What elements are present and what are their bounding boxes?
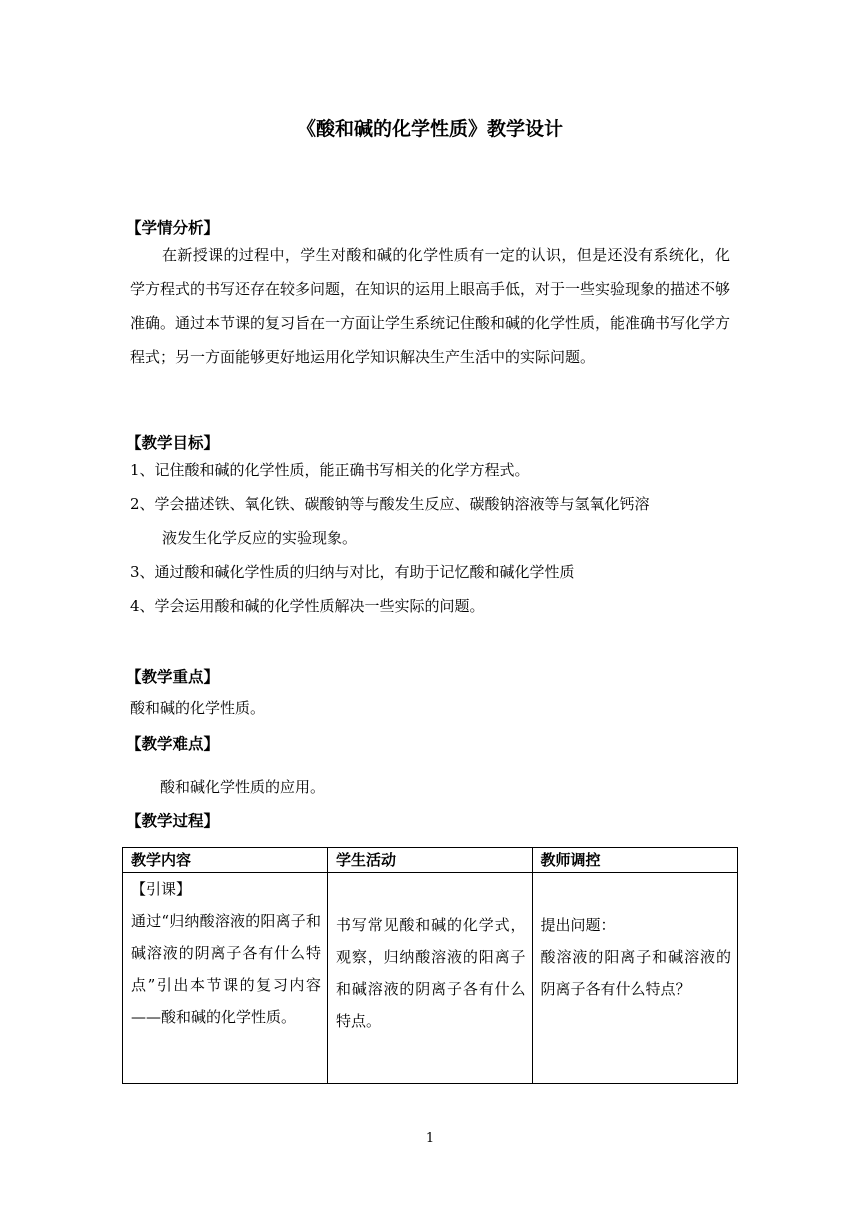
analysis-paragraph: 在新授课的过程中，学生对酸和碱的化学性质有一定的认识，但是还没有系统化，化学方程式的书写还存在较多问题，在知识的运用上眼高手低，对于一些实验现象的描述不够准确。通过本节课的复习旨在一方面让学生系统记住酸和碱的化学性质，能准确书写化学方程式；另一方面能够更好地运用化学知识解决生产生活中的实际问题。 xyxy=(130,246,731,366)
key-point-heading: 【教学重点】 xyxy=(126,668,220,686)
page-number: 1 xyxy=(425,1131,435,1146)
column-header-student: 学生活动 xyxy=(327,848,532,873)
goal-item-3: 3、通过酸和碱化学性质的归纳与对比，有助于记忆酸和碱化学性质 xyxy=(130,563,575,581)
column-header-teacher: 教师调控 xyxy=(532,848,738,873)
difficulty-text: 酸和碱化学性质的应用。 xyxy=(160,778,326,796)
student-activity-cell xyxy=(327,873,532,1084)
goal-item-4: 4、学会运用酸和碱的化学性质解决一些实际的问题。 xyxy=(130,597,485,615)
content-text: 通过“归纳酸溶液的阳离子和碱溶液的阴离子各有什么特点”引出本节课的复习内容——酸和碱的化学性质。 xyxy=(131,912,321,1026)
content-label: 【引课】 xyxy=(131,880,192,898)
difficulty-heading: 【教学难点】 xyxy=(126,735,220,753)
teacher-text: 酸溶液的阳离子和碱溶液的阴离子各有什么特点？ xyxy=(540,948,731,998)
goal-item-2: 2、学会描述铁、氧化铁、碳酸钠等与酸发生反应、碳酸钠溶液等与氢氧化钙溶 xyxy=(130,495,650,513)
student-activity-text: 书写常见酸和碱的化学式，观察，归纳酸溶液的阳离子和碱溶液的阴离子各有什么特点。 xyxy=(335,916,526,1030)
column-header-content: 教学内容 xyxy=(123,848,328,873)
key-point-text: 酸和碱的化学性质。 xyxy=(130,699,266,717)
content-cell xyxy=(123,873,328,1084)
goals-heading: 【教学目标】 xyxy=(126,434,220,452)
document-title: 《酸和碱的化学性质》教学设计 xyxy=(296,118,563,140)
goal-item-1: 1、记住酸和碱的化学性质，能正确书写相关的化学方程式。 xyxy=(130,461,530,479)
teaching-process-table xyxy=(122,847,738,1084)
process-heading: 【教学过程】 xyxy=(126,812,220,830)
table-header-row xyxy=(123,848,738,873)
teacher-label: 提出问题： xyxy=(540,916,616,934)
table-row xyxy=(123,873,738,1084)
teacher-control-cell xyxy=(532,873,738,1084)
goal-item-2-continued: 液发生化学反应的实验现象。 xyxy=(162,529,358,547)
analysis-heading: 【学情分析】 xyxy=(126,219,220,237)
